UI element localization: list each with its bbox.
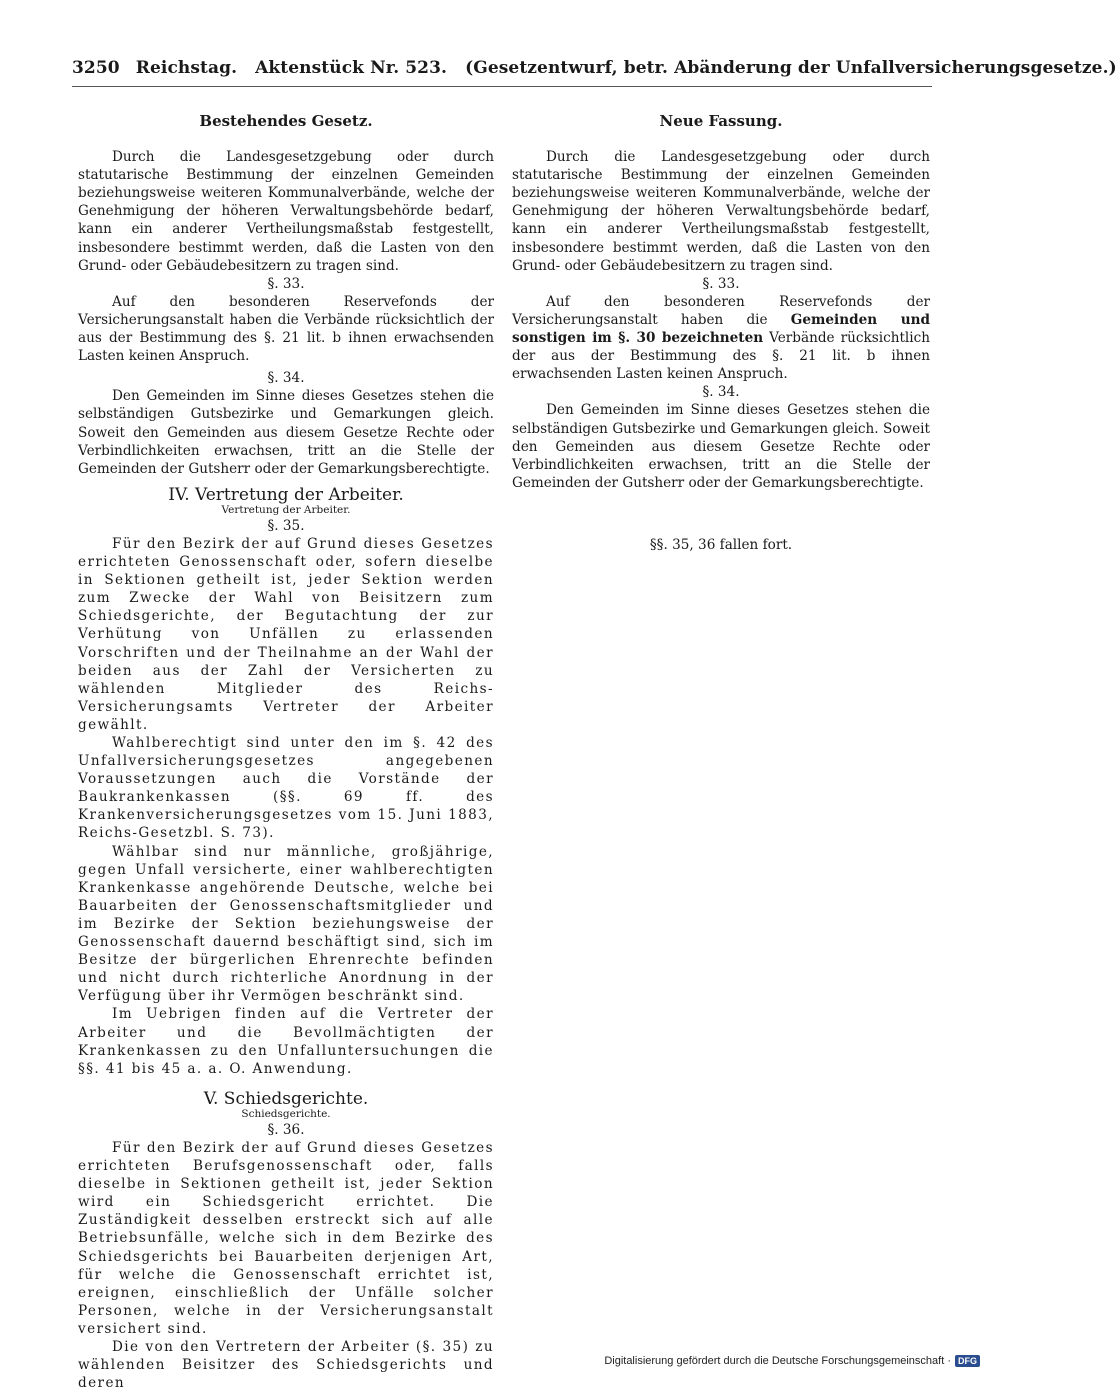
section-36-heading: §. 36.: [267, 1121, 305, 1138]
footer-text: Digitalisierung gefördert durch die Deutsche Forschungsgemeinschaft ·: [604, 1355, 951, 1367]
column-existing-law: [78, 100, 494, 1392]
section-33-heading: §. 33.: [267, 275, 305, 292]
paragraph-32-new: Durch die Landesgesetzgebung oder durch statutarische Bestimmung der einzelnen Gemeinden beziehungsweise weiteren Kommunalverbände, welche der Genehmigung der höheren Verwaltungsbehörde bedarf, kann ein anderer Vertheilungsmaßstab festgestellt, insbesondere bestimmt werden, daß die Lasten von den Grund- oder Gebäudebesitzern zu tragen sind.: [512, 149, 930, 274]
paragraph-36-a: Für den Bezirk der auf Grund dieses Gesetzes errichteten Berufsgenossenschaft oder, falls dieselbe in Sektionen getheilt ist, jeder Sektion wird ein Schiedsgericht errichtet. Die Zuständigkeit desselben erstreckt sich auf alle Betriebsunfälle, welche sich in dem Bezirke des Schiedsgerichts bei Bauarbeiten derjenigen Art, für welche die Genossenschaft errichtet ist, ereignen, einschließlich der Unfälle solcher Personen, welche in der Versicherungsanstalt versichert sind.: [78, 1139, 494, 1337]
paragraph-34-existing: Den Gemeinden im Sinne dieses Gesetzes stehen die selbständigen Gutsbezirke und Gemarkungen gleich. Soweit den Gemeinden aus diesem Gesetze Rechte oder Verbindlichkeiten erwachsen, tritt an die Stelle der Gemeinden der Gutsherr oder der Gemarkungsberechtigte.: [78, 388, 494, 477]
paragraph-33-new: [512, 293, 930, 383]
paragraph-35-c: Wählbar sind nur männliche, großjährige, gegen Unfall versicherte, einer wahlberechtigten Krankenkasse angehörende Deutsche, welche bei Bauarbeiten der Genossenschaftsmitglieder und im Bezirke der Sektion beziehungsweise der Genossenschaft dauernd beschäftigt sind, sich im Besitze der bürgerlichen Ehrenrechte befinden und nicht durch richterliche Anordnung in der Verfügung über ihr Vermögen beschränkt sind.: [78, 843, 494, 1005]
part-4-heading: IV. Vertretung der Arbeiter.: [168, 484, 404, 505]
page-number: 3250: [72, 58, 120, 78]
part-5-heading: V. Schiedsgerichte.: [203, 1088, 369, 1109]
page-header: [72, 58, 1117, 78]
paragraph-35-a: Für den Bezirk der auf Grund dieses Gesetzes errichteten Genossenschaft oder, sofern dieselbe in Sektionen getheilt ist, jeder Sektion werden zum Zwecke der Wahl von Beisitzern zum Schiedsgerichte, der Begutachtung der zur Verhütung von Unfällen zu erlassenden Vorschriften und der Theilnahme an der Wahl der beiden aus der Zahl der Versicherten zu wählenden Mitglieder des Reichs-Versicherungsamts Vertreter der Arbeiter gewählt.: [78, 535, 494, 733]
header-rule: [72, 86, 932, 87]
paragraph-33-existing: Auf den besonderen Reservefonds der Versicherungsanstalt haben die Verbände rücksichtlich der aus der Bestimmung des §. 21 lit. b ihnen erwachsenden Lasten keinen Anspruch.: [78, 293, 494, 365]
column-title-existing: Bestehendes Gesetz.: [199, 112, 373, 130]
header-body: Reichstag.: [135, 58, 238, 78]
header-document: Aktenstück Nr. 523.: [255, 58, 448, 78]
part-5-subheading: Schiedsgerichte.: [241, 1107, 331, 1120]
paragraph-33-new-post: Verbände rücksichtlich der aus der Bestimmung des §. 21 lit. b ihnen erwachsenden Lasten keinen Anspruch.: [512, 330, 930, 383]
header-subject: (Gesetzentwurf, betr. Abänderung der Unfallversicherungsgesetze.): [465, 58, 1117, 78]
part-4-subheading: Vertretung der Arbeiter.: [221, 503, 351, 516]
paragraph-35-d: Im Uebrigen finden auf die Vertreter der Arbeiter und die Bevollmächtigten der Krankenkassen zu den Unfalluntersuchungen die §§. 41 bis 45 a. a. O. Anwendung.: [78, 1006, 494, 1077]
dfg-logo-icon: DFG: [955, 1355, 980, 1367]
section-33-heading-new: §. 33.: [702, 275, 740, 292]
paragraph-36-b: Die von den Vertretern der Arbeiter (§. 35) zu wählenden Beisitzer des Schiedsgerichts und deren: [78, 1339, 494, 1392]
column-new-version: [512, 100, 930, 568]
paragraph-35-b: Wahlberechtigt sind unter den im §. 42 des Unfallversicherungsgesetzes angegebenen Voraussetzungen auch die Vorstände der Baukrankenkassen (§§. 69 ff. des Krankenversicherungsgesetzes vom 15. Juni 1883, Reichs-Gesetzbl. S. 73).: [78, 735, 494, 842]
digitization-footer: [604, 1355, 980, 1367]
paragraph-33-new-bold: Gemeinden und sonstigen im §. 30 bezeichneten: [512, 311, 930, 347]
paragraph-32-existing: Durch die Landesgesetzgebung oder durch statutarische Bestimmung der einzelnen Gemeinden beziehungsweise weiteren Kommunalverbände, welche der Genehmigung der höheren Verwaltungsbehörde bedarf, kann ein anderer Vertheilungsmaßstab festgestellt, insbesondere bestimmt werden, daß die Lasten von den Grund- oder Gebäudebesitzern zu tragen sind.: [78, 149, 494, 274]
section-35-heading: §. 35.: [267, 517, 305, 534]
paragraph-33-new-pre: Auf den besonderen Reservefonds der Versicherungsanstalt haben die: [512, 293, 930, 328]
section-34-heading-new: §. 34.: [702, 384, 740, 401]
paragraph-34-new: Den Gemeinden im Sinne dieses Gesetzes stehen die selbständigen Gutsbezirke und Gemarkungen gleich. Soweit den Gemeinden aus diesem Gesetze Rechte oder Verbindlichkeiten erwachsen, tritt an die Stelle der Gemeinden der Gutsherr oder der Gemarkungsberechtigte.: [512, 402, 930, 491]
column-title-new: Neue Fassung.: [659, 112, 783, 130]
sections-35-36-removed: §§. 35, 36 fallen fort.: [649, 536, 793, 553]
section-34-heading: §. 34.: [267, 370, 305, 387]
